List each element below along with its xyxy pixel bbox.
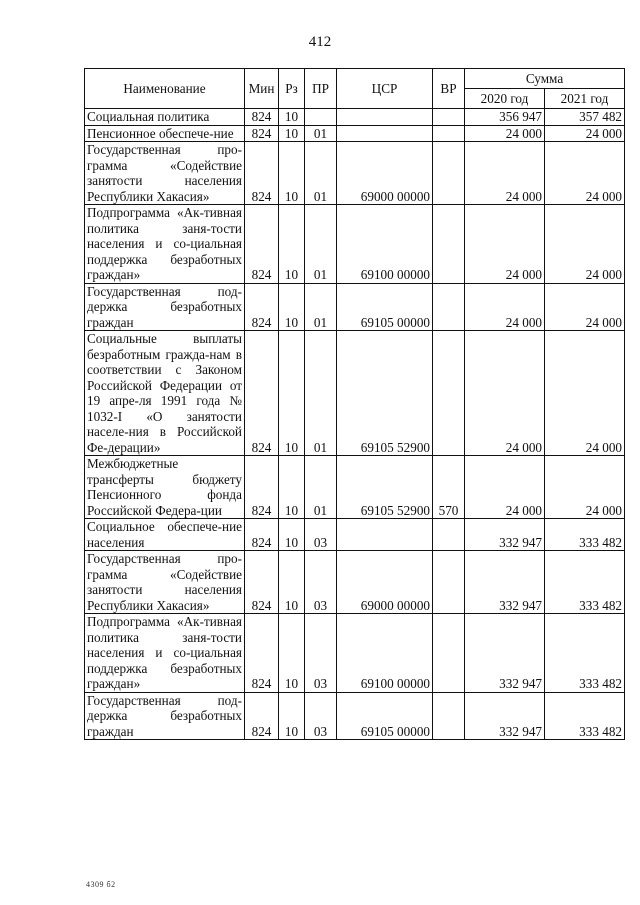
cell-sum-2021: 357 482 — [545, 109, 625, 126]
cell-pr: 03 — [305, 614, 337, 693]
cell-name: Социальная политика — [85, 109, 245, 126]
cell-vr — [433, 551, 465, 614]
cell-sum-2021: 24 000 — [545, 456, 625, 519]
cell-csr: 69105 52900 — [337, 456, 433, 519]
cell-min: 824 — [245, 142, 279, 205]
page-number: 412 — [308, 34, 332, 50]
table-row — [85, 519, 625, 551]
cell-min: 824 — [245, 331, 279, 456]
cell-pr: 03 — [305, 519, 337, 551]
cell-name: Социальное обеспече-ние населения — [85, 519, 245, 551]
cell-rz: 10 — [279, 125, 305, 142]
cell-sum-2021: 24 000 — [545, 142, 625, 205]
cell-csr: 69100 00000 — [337, 614, 433, 693]
cell-sum-2020: 24 000 — [465, 205, 545, 284]
cell-rz: 10 — [279, 551, 305, 614]
header-rz: Рз — [279, 69, 305, 109]
header-year-2021: 2021 год — [545, 89, 625, 109]
cell-vr — [433, 692, 465, 740]
cell-vr — [433, 205, 465, 284]
cell-min: 824 — [245, 283, 279, 331]
cell-sum-2021: 333 482 — [545, 614, 625, 693]
cell-sum-2020: 24 000 — [465, 142, 545, 205]
cell-vr — [433, 283, 465, 331]
cell-min: 824 — [245, 692, 279, 740]
cell-sum-2021: 333 482 — [545, 692, 625, 740]
cell-name: Пенсионное обеспече-ние — [85, 125, 245, 142]
cell-pr: 01 — [305, 205, 337, 284]
cell-sum-2020: 24 000 — [465, 125, 545, 142]
table-row — [85, 205, 625, 284]
budget-table — [84, 68, 625, 740]
cell-vr — [433, 142, 465, 205]
cell-rz: 10 — [279, 692, 305, 740]
cell-rz: 10 — [279, 614, 305, 693]
cell-vr — [433, 331, 465, 456]
header-min: Мин — [245, 69, 279, 109]
cell-sum-2020: 332 947 — [465, 519, 545, 551]
table-body — [85, 109, 625, 740]
cell-sum-2021: 333 482 — [545, 519, 625, 551]
cell-rz: 10 — [279, 109, 305, 126]
cell-rz: 10 — [279, 142, 305, 205]
cell-name: Подпрограмма «Ак-тивная политика заня-тости населения и со-циальная поддержка безработных граждан» — [85, 614, 245, 693]
header-vr: ВР — [433, 69, 465, 109]
cell-sum-2021: 333 482 — [545, 551, 625, 614]
table-row — [85, 456, 625, 519]
cell-min: 824 — [245, 614, 279, 693]
cell-rz: 10 — [279, 205, 305, 284]
cell-vr — [433, 614, 465, 693]
cell-rz: 10 — [279, 283, 305, 331]
cell-csr: 69000 00000 — [337, 142, 433, 205]
cell-name: Государственная про-грамма «Содействие занятости населения Республики Хакасия» — [85, 142, 245, 205]
cell-rz: 10 — [279, 331, 305, 456]
cell-vr — [433, 109, 465, 126]
cell-pr: 01 — [305, 331, 337, 456]
cell-min: 824 — [245, 109, 279, 126]
cell-csr: 69105 00000 — [337, 283, 433, 331]
cell-sum-2020: 356 947 — [465, 109, 545, 126]
cell-sum-2021: 24 000 — [545, 205, 625, 284]
header-pr: ПР — [305, 69, 337, 109]
cell-pr: 03 — [305, 692, 337, 740]
table-row — [85, 142, 625, 205]
table-row — [85, 109, 625, 126]
cell-sum-2021: 24 000 — [545, 125, 625, 142]
cell-pr — [305, 109, 337, 126]
cell-csr: 69105 52900 — [337, 331, 433, 456]
cell-min: 824 — [245, 456, 279, 519]
header-sum: Сумма — [465, 69, 625, 89]
cell-name: Государственная под-держка безработных граждан — [85, 283, 245, 331]
cell-sum-2020: 24 000 — [465, 331, 545, 456]
cell-min: 824 — [245, 551, 279, 614]
cell-name: Государственная под-держка безработных граждан — [85, 692, 245, 740]
cell-sum-2020: 24 000 — [465, 456, 545, 519]
cell-name: Государственная про-грамма «Содействие занятости населения Республики Хакасия» — [85, 551, 245, 614]
cell-csr: 69100 00000 — [337, 205, 433, 284]
cell-min: 824 — [245, 125, 279, 142]
cell-name: Подпрограмма «Ак-тивная политика заня-тости населения и со-циальная поддержка безработных граждан» — [85, 205, 245, 284]
header-name: Наименование — [85, 69, 245, 109]
cell-pr: 01 — [305, 283, 337, 331]
cell-csr: 69105 00000 — [337, 692, 433, 740]
cell-name: Межбюджетные трансферты бюджету Пенсионного фонда Российской Федера-ции — [85, 456, 245, 519]
footer-code: 4309 б2 — [86, 880, 116, 889]
cell-pr: 03 — [305, 551, 337, 614]
table-row — [85, 551, 625, 614]
cell-sum-2020: 332 947 — [465, 692, 545, 740]
cell-rz: 10 — [279, 519, 305, 551]
cell-min: 824 — [245, 205, 279, 284]
table-row — [85, 331, 625, 456]
cell-pr: 01 — [305, 125, 337, 142]
table-row — [85, 125, 625, 142]
cell-pr: 01 — [305, 142, 337, 205]
table-row — [85, 614, 625, 693]
table-row — [85, 283, 625, 331]
header-csr: ЦСР — [337, 69, 433, 109]
cell-csr — [337, 125, 433, 142]
cell-min: 824 — [245, 519, 279, 551]
cell-name: Социальные выплаты безработным гражда-нам в соответствии с Законом Российской Федерации от 19 апре-ля 1991 года № 1032-I «О занятости населе-ния в Российской Фе-дерации» — [85, 331, 245, 456]
cell-pr: 01 — [305, 456, 337, 519]
cell-rz: 10 — [279, 456, 305, 519]
cell-sum-2021: 24 000 — [545, 283, 625, 331]
table-row — [85, 692, 625, 740]
cell-sum-2020: 332 947 — [465, 551, 545, 614]
cell-sum-2020: 332 947 — [465, 614, 545, 693]
cell-sum-2020: 24 000 — [465, 283, 545, 331]
cell-vr — [433, 519, 465, 551]
header-year-2020: 2020 год — [465, 89, 545, 109]
cell-vr — [433, 125, 465, 142]
cell-csr — [337, 109, 433, 126]
cell-csr — [337, 519, 433, 551]
cell-csr: 69000 00000 — [337, 551, 433, 614]
cell-sum-2021: 24 000 — [545, 331, 625, 456]
cell-vr: 570 — [433, 456, 465, 519]
